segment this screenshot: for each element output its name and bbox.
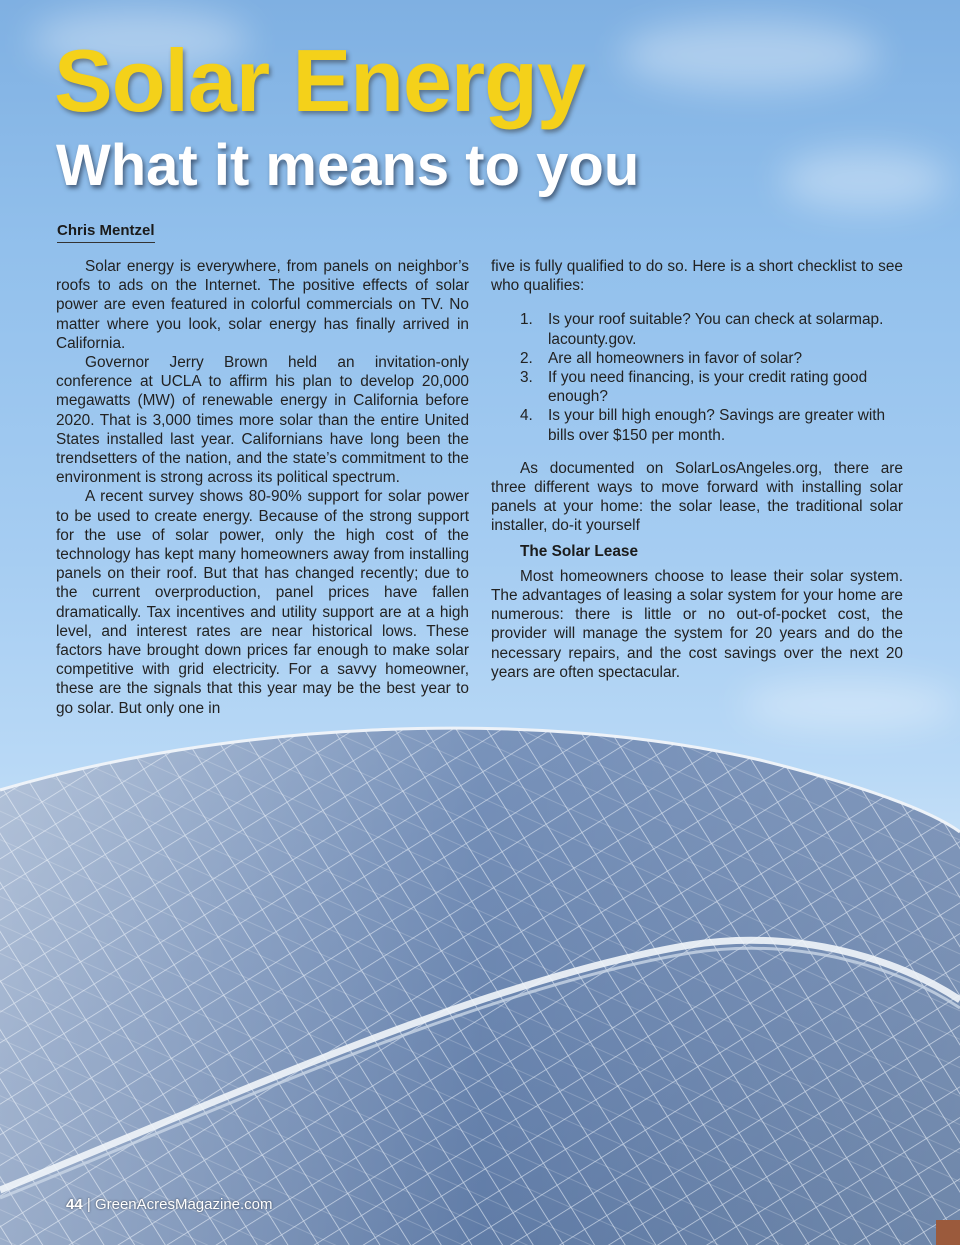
footer-separator: |	[86, 1196, 91, 1213]
checklist-text: Is your bill high enough? Savings are greater with bills over $150 per month.	[548, 407, 886, 444]
body-paragraph: five is fully qualified to do so. Here is a short checklist to see who qualifies:	[491, 258, 903, 295]
checklist-text: Is your roof suitable? You can check at solarmap. lacounty.gov.	[548, 311, 884, 348]
checklist-number: 1.	[520, 311, 533, 329]
checklist-text: Are all homeowners in favor of solar?	[548, 349, 803, 367]
body-paragraph: Governor Jerry Brown held an invitation-only conference at UCLA to affirm his plan to develop 20,000 megawatts (MW) of renewable energy in California before 2020. That is 3,000 times more solar than the entire United States installed last year. Californians have long been the trendsetters of the nation, and the state’s commitment to the environment is strong across its political spectrum.	[56, 354, 469, 487]
body-paragraph: Solar energy is everywhere, from panels on neighbor’s roofs to ads on the Internet. The positive effects of solar power are even featured in colorful commercials on TV. No matter where you look, solar energy has finally arrived in California.	[56, 258, 469, 352]
page-footer	[66, 1196, 273, 1213]
checklist-item	[491, 349, 903, 368]
right-column	[491, 257, 903, 682]
body-paragraph: Most homeowners choose to lease their solar system. The advantages of leasing a solar system for your home are numerous: there is little or no out-of-pocket cost, the provider will manage the system for 20 years and do the necessary repairs, and the cost savings over the next 20 years are often spectacular.	[491, 567, 903, 681]
footer-site-name: GreenAcresMagazine.com	[94, 1196, 273, 1213]
checklist-number: 4.	[520, 407, 533, 425]
checklist-item	[491, 310, 903, 348]
checklist-text: If you need financing, is your credit rating good enough?	[548, 369, 868, 406]
body-paragraph: As documented on SolarLosAngeles.org, there are three different ways to move forward with installing solar panels at your home: the solar lease, the traditional solar installer, do-it yourself	[491, 459, 903, 535]
checklist-item	[491, 368, 903, 406]
checklist-number: 3.	[520, 369, 533, 387]
checklist-item	[491, 406, 903, 444]
body-paragraph: A recent survey shows 80-90% support for solar power to be used to create energy. Because of the strong support for the use of solar power, only the high cost of the technology has kept many homeowners away from installing panels on their roof. But that has changed recently; due to the current overproduction, panel prices have fallen dramatically. Tax incentives and utility support are at a high level, and interest rates are near historical lows. These factors have brought down prices far enough to make solar competitive with grid electricity. For a savvy homeowner, these are the signals that this year may be the best year to go solar. But only one in	[56, 488, 469, 717]
left-column	[56, 257, 469, 718]
checklist-number: 2.	[520, 349, 533, 367]
article-subtitle: What it means to you	[56, 133, 640, 198]
article-title: Solar Energy	[54, 31, 585, 130]
qualification-checklist	[491, 310, 903, 444]
section-subhead: The Solar Lease	[520, 542, 639, 560]
page-number: 44	[66, 1196, 83, 1213]
author-byline: Chris Mentzel	[57, 222, 155, 243]
